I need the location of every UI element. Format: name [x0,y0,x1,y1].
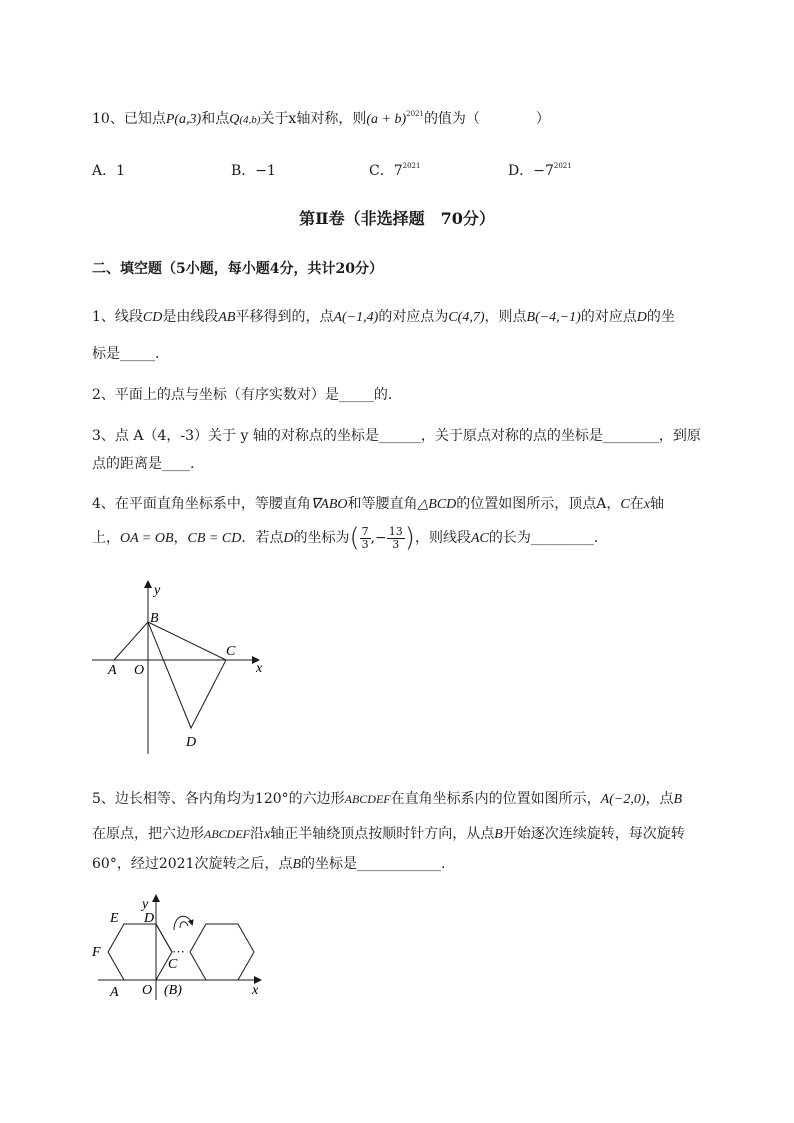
fill-question-4-line2: 上，OA = OB，CB = CD．若点D的坐标为( $\frac{7}{3}$ ,− $\frac{13}{3}$ )，则线段AC的长为_________. [92,523,599,553]
fill-question-3-line2: 点的距离是____. [92,456,195,472]
option-b[interactable]: B．−1 [231,163,276,179]
fill-question-5-line2: 在原点，把六边形ABCDEF沿x轴正半轴绕顶点按顺时针方向，从点B开始逐次连续旋转，每次旋转 [92,826,685,842]
rotation-arrow-icon [174,916,192,930]
label-C: C [226,644,236,659]
triangle-bcd [148,622,226,728]
fill-question-5-line3: 60°，经过2021次旋转之后，点B的坐标是____________. [92,856,446,872]
option-d[interactable]: D．$-7^{2021}$ [508,162,572,179]
fill-question-5: 5、边长相等、各内角均为120°的六边形ABCDEF在直角坐标系内的位置如图所示，A(−2,0)，点B [92,791,683,807]
label-O: O [142,983,153,998]
fraction-7-3: $\frac{7}{3}$ [361,524,369,551]
option-c[interactable]: C．$7^{2021}$ [369,162,421,179]
label-O: O [134,663,145,678]
label-x: x [252,983,259,998]
label-B: B [150,611,159,626]
label-E: E [110,911,119,926]
part-2-heading: 第Ⅱ卷（非选择题 70分） [299,209,495,228]
point-P: P [165,112,175,127]
fraction-13-3: $\frac{13}{3}$ [388,524,403,551]
fill-question-2: 2、平面上的点与坐标（有序实数对）是_____的． [92,387,402,403]
label-D: D [144,911,155,926]
label-x: x [256,661,263,676]
hexagon-abcdef [108,924,172,980]
label-y: y [154,583,161,598]
figure-triangles [88,578,278,758]
label-dots: ··· [172,944,185,959]
label-A: A [108,663,117,678]
label-A: A [110,985,119,1000]
section-2-heading: 二、填空题（5小题，每小题4分，共计20分） [92,261,383,277]
fill-question-1-line2: 标是_____. [92,346,160,362]
point-Q: Q [229,112,240,127]
fill-question-4: 4、在平面直角坐标系中，等腰直角∇ABO和等腰直角△BCD的位置如图所示，顶点A，C在x轴 [92,496,664,512]
fill-question-1: 1、线段CD是由线段AB平移得到的，点A(−1,4)的对应点为C(4,7)，则点B(−4,−1)的对应点D的坐 [92,309,675,325]
label-B: (B) [164,983,182,998]
label-C: C [168,957,178,972]
question-10: 10、已知点P(a,3)和点Q(4,b)关于x轴对称，则$(a + b)^{2021}$的值为（ ） [92,110,550,127]
label-D: D [186,735,197,750]
label-F: F [92,945,101,960]
triangle-abo [114,622,148,660]
fill-question-3: 3、点 A（4，-3）关于 y 轴的对称点的坐标是______，关于原点对称的点的坐标是________，到原 [92,428,701,444]
hexagon-rotated [190,924,254,980]
figure-hexagons [88,892,268,1004]
label-y: y [142,897,149,912]
option-a[interactable]: A．1 [92,163,126,179]
